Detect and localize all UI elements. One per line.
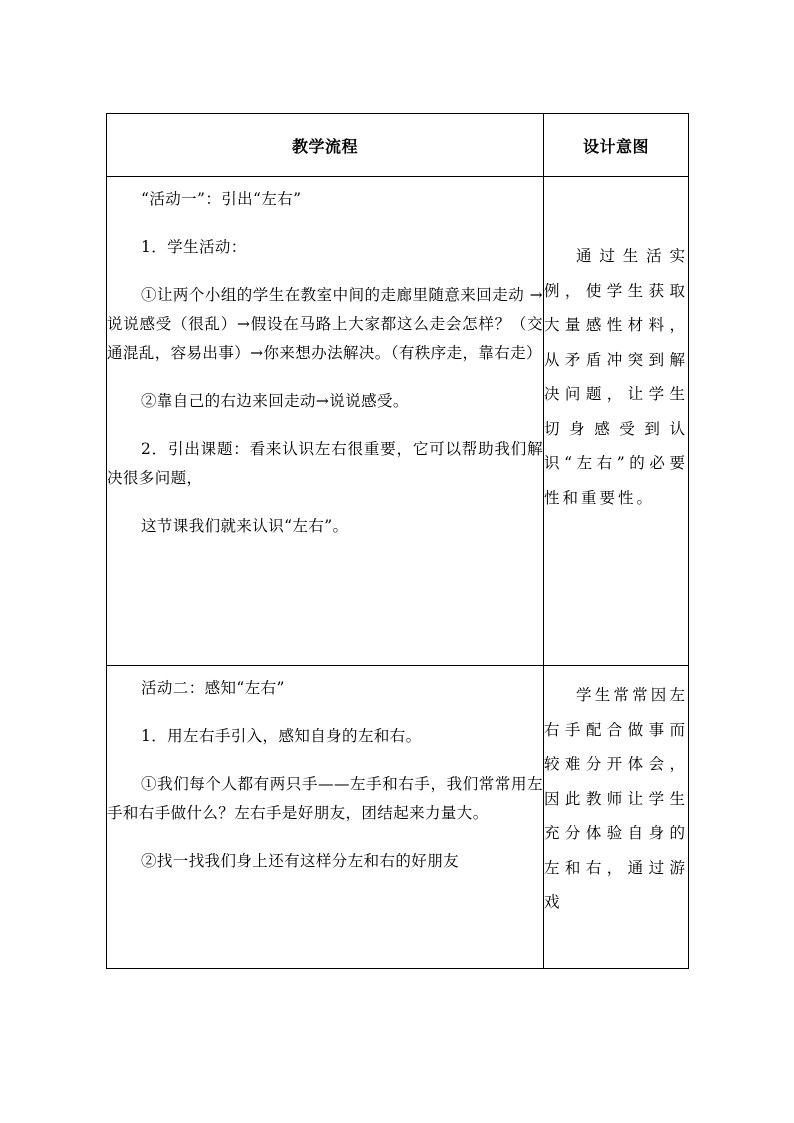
activity-one-step-2-cont: 这节课我们就来认识“左右”。 <box>141 517 349 536</box>
activity-two-step-1a: ①我们每个人都有两只手——左手和右手，我们常常用左手和右手做什么？左右手是好朋友，团结起来力量大。 <box>107 775 543 823</box>
activity-two-title: 活动二：感知“左右” <box>141 679 285 698</box>
activity-one-intent-text: 通过生活实例，使学生获取大量感性材料，从矛盾冲突到解决问题，让学生切身感受到认识“左右”的必要性和重要性。 <box>544 247 688 507</box>
activity-one-step-1: 1．学生活动： <box>141 238 247 257</box>
header-teaching-flow: 教学流程 <box>107 114 544 177</box>
header-design-intent: 设计意图 <box>544 114 689 177</box>
table-header-row <box>107 114 689 177</box>
activity-two-flow-cell <box>107 666 544 969</box>
activity-one-title: “活动一”：引出“左右” <box>141 190 302 209</box>
activity-one-step-1b: ②靠自己的右边来回走动→说说感受。 <box>141 392 409 411</box>
activity-one-step-1a: ①让两个小组的学生在教室中间的走廊里随意来回走动 →说说感受（很乱）→假设在马路上大家都这么走会怎样？（交通混乱，容易出事）→你来想办法解决。（有秩序走，靠右走） <box>107 286 543 363</box>
activity-one-step-2: 2．引出课题：看来认识左右很重要，它可以帮助我们解决很多问题， <box>107 440 543 488</box>
activity-one-intent-cell <box>544 177 689 666</box>
activity-two-step-1b: ②找一找我们身上还有这样分左和右的好朋友 <box>141 852 460 871</box>
activity-one-row <box>107 177 689 666</box>
activity-two-intent-text: 学生常常因左右手配合做事而较难分开体会，因此教师让学生充分体验自身的左和右，通过游戏 <box>544 686 688 912</box>
activity-one-flow-cell <box>107 177 544 666</box>
activity-two-intent-cell <box>544 666 689 969</box>
activity-two-row <box>107 666 689 969</box>
lesson-plan-table <box>106 113 689 969</box>
activity-two-step-1: 1．用左右手引入，感知自身的左和右。 <box>141 727 422 746</box>
